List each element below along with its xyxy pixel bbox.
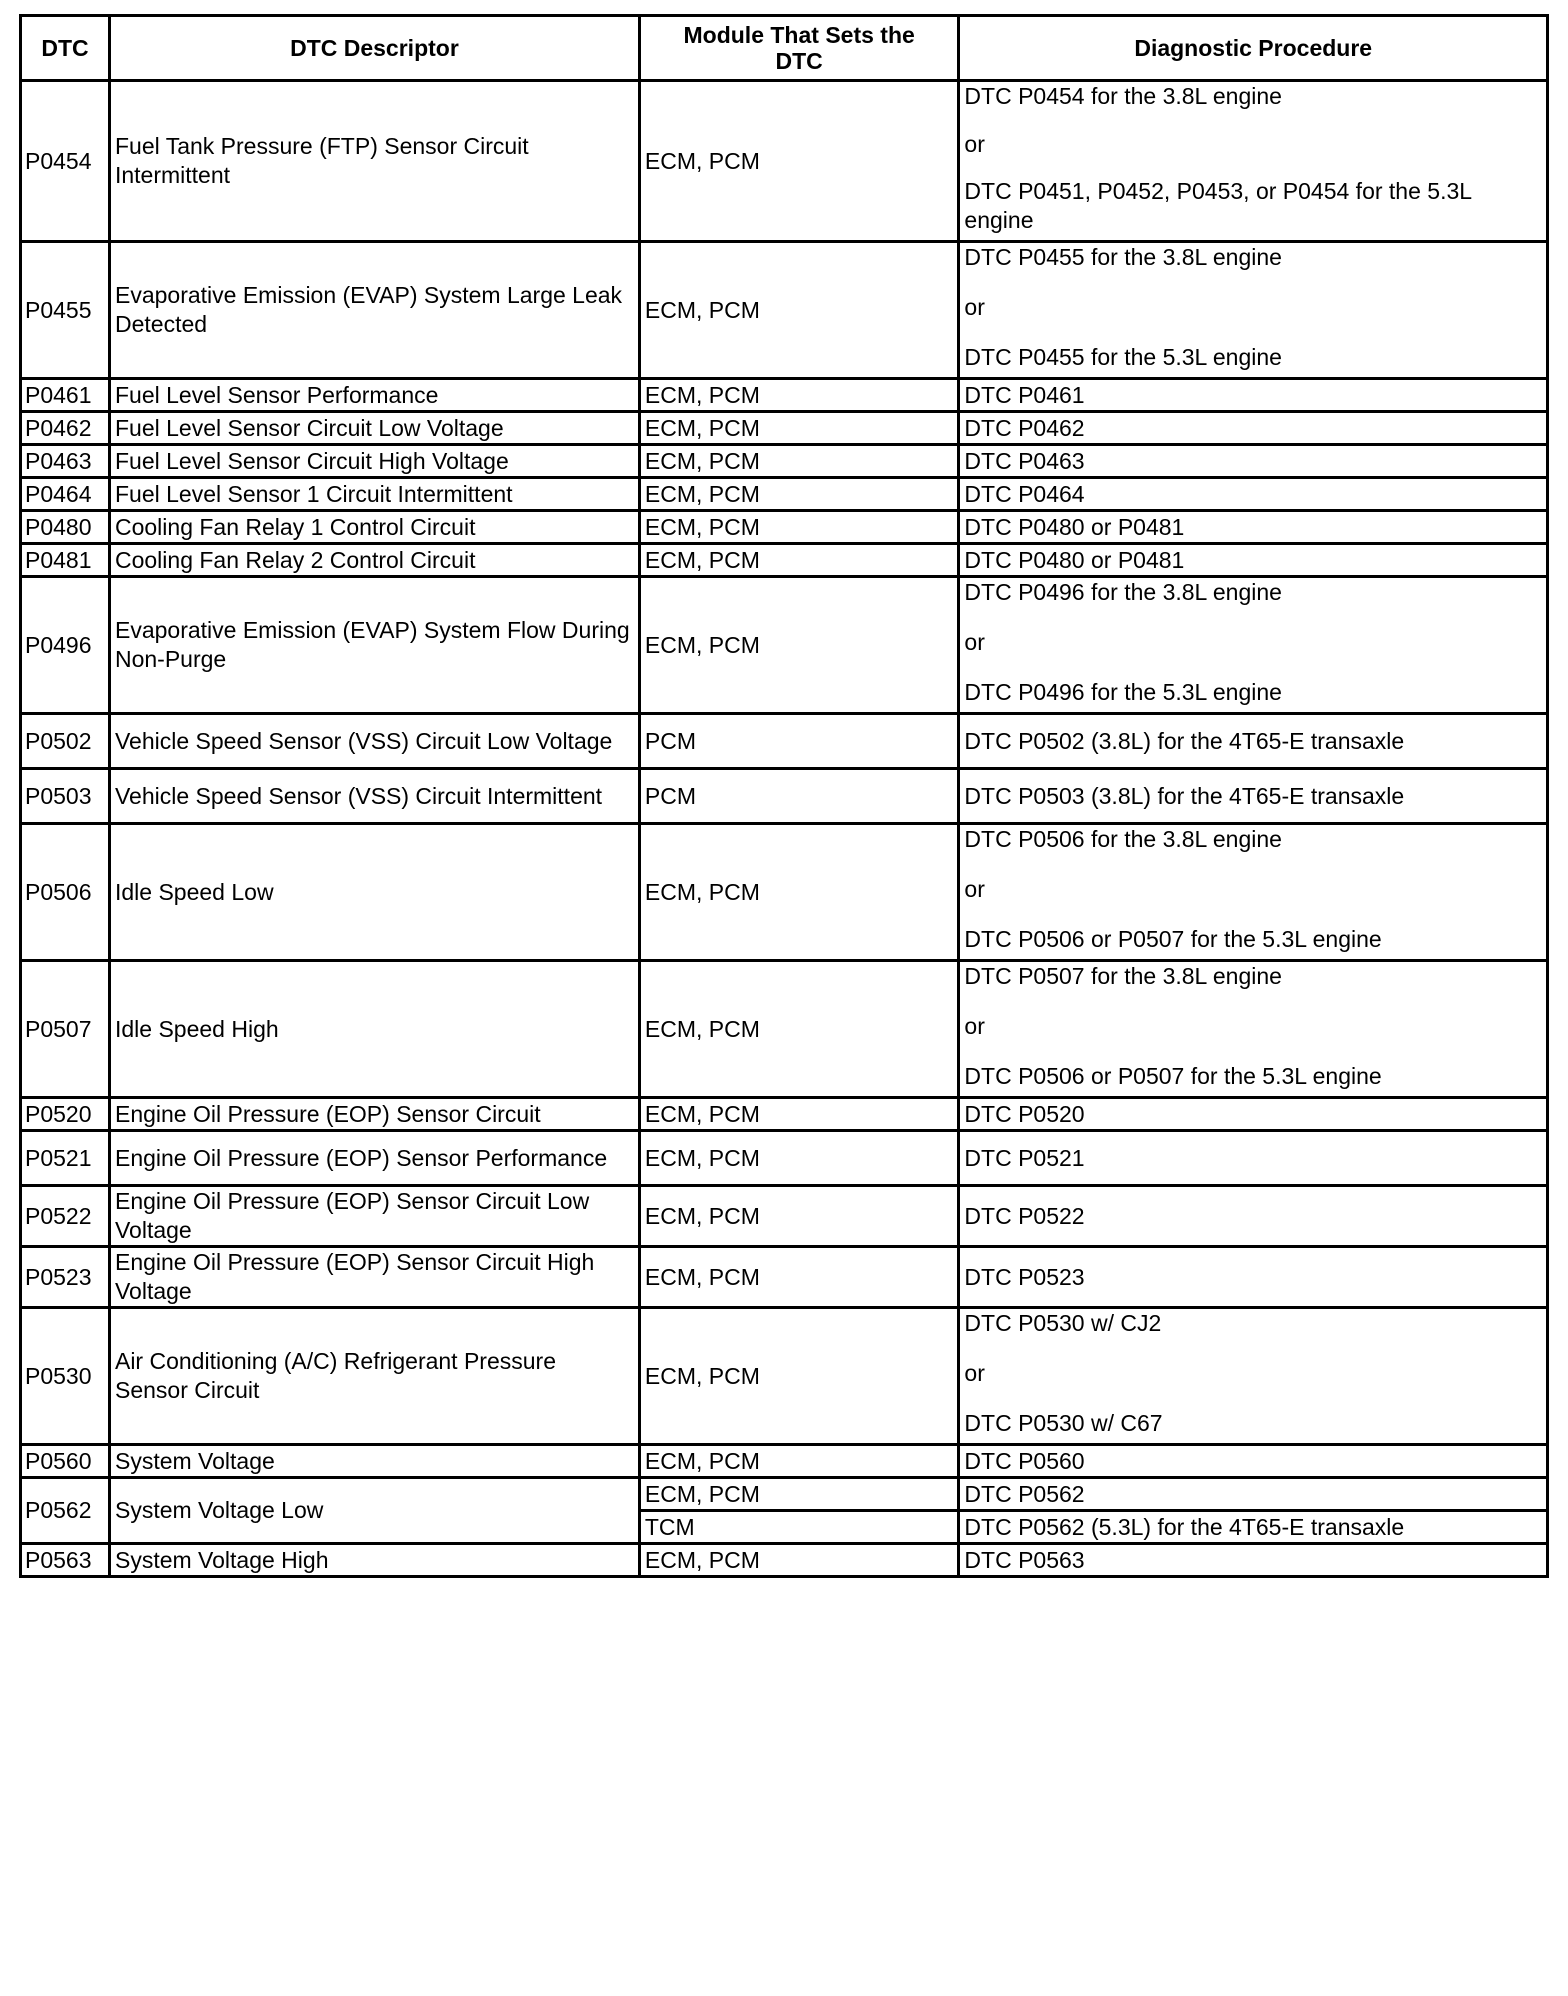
procedure-line: DTC P0507 for the 3.8L engine [964,963,1282,989]
header-dtc: DTC [21,16,110,81]
procedure-cell: DTC P0464 [959,478,1548,511]
procedure-line: DTC P0530 w/ C67 [964,1410,1163,1436]
dtc-descriptor-cell: Fuel Tank Pressure (FTP) Sensor Circuit Intermittent [109,81,639,242]
table-row [21,544,1548,577]
dtc-descriptor-cell: Engine Oil Pressure (EOP) Sensor Performance [109,1131,639,1186]
dtc-code-cell: P0455 [21,242,110,379]
module-cell: ECM, PCM [639,1544,959,1577]
procedure-cell [959,961,1548,1098]
dtc-code-cell: P0462 [21,412,110,445]
procedure-cell [959,577,1548,714]
header-row [21,16,1548,81]
procedure-line: DTC P0506 or P0507 for the 5.3L engine [964,926,1382,952]
module-cell: ECM, PCM [639,511,959,544]
dtc-code-cell: P0530 [21,1308,110,1445]
procedure-line: DTC P0506 for the 3.8L engine [964,826,1282,852]
procedure-cell: DTC P0480 or P0481 [959,544,1548,577]
dtc-descriptor-cell: Vehicle Speed Sensor (VSS) Circuit Intermittent [109,769,639,824]
procedure-cell [959,824,1548,961]
table-row [21,478,1548,511]
module-cell: PCM [639,714,959,769]
procedure-cell [959,81,1548,242]
module-cell: ECM, PCM [639,1186,959,1247]
procedure-line: DTC P0455 for the 3.8L engine [964,244,1282,270]
procedure-cell: DTC P0520 [959,1098,1548,1131]
dtc-code-cell: P0480 [21,511,110,544]
header-descriptor: DTC Descriptor [109,16,639,81]
procedure-cell: DTC P0461 [959,379,1548,412]
procedure-line: or [964,876,985,902]
procedure-cell [959,242,1548,379]
dtc-descriptor-cell: Evaporative Emission (EVAP) System Flow During Non-Purge [109,577,639,714]
dtc-descriptor-cell: Idle Speed High [109,961,639,1098]
dtc-descriptor-cell: System Voltage [109,1445,639,1478]
module-cell: ECM, PCM [639,478,959,511]
dtc-code-cell: P0506 [21,824,110,961]
dtc-code-cell: P0454 [21,81,110,242]
procedure-cell: DTC P0562 (5.3L) for the 4T65-E transaxle [959,1511,1548,1544]
table-row [21,1098,1548,1131]
table-row [21,824,1548,961]
module-cell: PCM [639,769,959,824]
dtc-code-cell: P0521 [21,1131,110,1186]
dtc-code-cell: P0496 [21,577,110,714]
table-row [21,961,1548,1098]
procedure-cell: DTC P0523 [959,1247,1548,1308]
procedure-line: DTC P0530 w/ CJ2 [964,1310,1162,1336]
module-cell: ECM, PCM [639,379,959,412]
procedure-line: or [964,130,985,157]
table-row [21,1308,1548,1445]
procedure-cell: DTC P0521 [959,1131,1548,1186]
dtc-descriptor-cell: Engine Oil Pressure (EOP) Sensor Circuit [109,1098,639,1131]
procedure-cell: DTC P0562 [959,1478,1548,1511]
module-cell: ECM, PCM [639,1131,959,1186]
dtc-code-cell: P0562 [21,1478,110,1544]
dtc-code-cell: P0560 [21,1445,110,1478]
dtc-code-cell: P0563 [21,1544,110,1577]
module-cell: ECM, PCM [639,412,959,445]
dtc-descriptor-cell: Vehicle Speed Sensor (VSS) Circuit Low Voltage [109,714,639,769]
dtc-code-cell: P0503 [21,769,110,824]
procedure-line: or [964,1013,985,1039]
dtc-descriptor-cell: Fuel Level Sensor Circuit High Voltage [109,445,639,478]
module-cell: ECM, PCM [639,445,959,478]
table-row [21,1186,1548,1247]
procedure-cell: DTC P0560 [959,1445,1548,1478]
procedure-line: DTC P0496 for the 3.8L engine [964,579,1282,605]
table-row [21,714,1548,769]
table-row [21,1247,1548,1308]
table-row [21,577,1548,714]
procedure-cell: DTC P0502 (3.8L) for the 4T65-E transaxle [959,714,1548,769]
dtc-descriptor-cell: Cooling Fan Relay 2 Control Circuit [109,544,639,577]
dtc-descriptor-cell: Cooling Fan Relay 1 Control Circuit [109,511,639,544]
module-cell: ECM, PCM [639,824,959,961]
dtc-table [19,14,1549,1578]
header-module: Module That Sets the DTC [639,16,959,81]
procedure-line: or [964,629,985,655]
module-cell: ECM, PCM [639,961,959,1098]
module-cell: ECM, PCM [639,1247,959,1308]
dtc-descriptor-cell: Evaporative Emission (EVAP) System Large Leak Detected [109,242,639,379]
table-row [21,242,1548,379]
table-row [21,511,1548,544]
table-row [21,445,1548,478]
header-procedure: Diagnostic Procedure [959,16,1548,81]
module-cell: ECM, PCM [639,1445,959,1478]
dtc-descriptor-cell: Engine Oil Pressure (EOP) Sensor Circuit Low Voltage [109,1186,639,1247]
module-cell: ECM, PCM [639,1098,959,1131]
procedure-cell: DTC P0522 [959,1186,1548,1247]
table-row [21,1544,1548,1577]
procedure-cell: DTC P0563 [959,1544,1548,1577]
dtc-descriptor-cell: Air Conditioning (A/C) Refrigerant Pressure Sensor Circuit [109,1308,639,1445]
table-row [21,1478,1548,1511]
procedure-cell: DTC P0503 (3.8L) for the 4T65-E transaxle [959,769,1548,824]
dtc-descriptor-cell: Fuel Level Sensor Performance [109,379,639,412]
procedure-line: DTC P0506 or P0507 for the 5.3L engine [964,1063,1382,1089]
dtc-code-cell: P0464 [21,478,110,511]
module-cell: ECM, PCM [639,544,959,577]
dtc-code-cell: P0502 [21,714,110,769]
procedure-line: or [964,294,985,320]
dtc-descriptor-cell: Fuel Level Sensor 1 Circuit Intermittent [109,478,639,511]
module-cell: ECM, PCM [639,577,959,714]
dtc-descriptor-cell: System Voltage Low [109,1478,639,1544]
table-row [21,769,1548,824]
table-row [21,412,1548,445]
table-row [21,379,1548,412]
module-cell: ECM, PCM [639,1308,959,1445]
dtc-code-cell: P0463 [21,445,110,478]
dtc-code-cell: P0461 [21,379,110,412]
module-cell: ECM, PCM [639,1478,959,1511]
module-cell: TCM [639,1511,959,1544]
dtc-descriptor-cell: System Voltage High [109,1544,639,1577]
dtc-code-cell: P0522 [21,1186,110,1247]
dtc-code-cell: P0523 [21,1247,110,1308]
dtc-code-cell: P0520 [21,1098,110,1131]
dtc-descriptor-cell: Fuel Level Sensor Circuit Low Voltage [109,412,639,445]
table-row [21,81,1548,242]
table-row [21,1131,1548,1186]
procedure-line: DTC P0454 for the 3.8L engine [964,83,1282,109]
dtc-code-cell: P0481 [21,544,110,577]
procedure-line: DTC P0455 for the 5.3L engine [964,344,1282,370]
dtc-descriptor-cell: Idle Speed Low [109,824,639,961]
procedure-line: or [964,1360,985,1386]
procedure-cell: DTC P0480 or P0481 [959,511,1548,544]
table-body [21,81,1548,1577]
dtc-code-cell: P0507 [21,961,110,1098]
procedure-line: DTC P0451, P0452, P0453, or P0454 for the 5.3L engine [964,178,1472,233]
procedure-cell: DTC P0462 [959,412,1548,445]
procedure-line: DTC P0496 for the 5.3L engine [964,679,1282,705]
procedure-cell [959,1308,1548,1445]
dtc-descriptor-cell: Engine Oil Pressure (EOP) Sensor Circuit High Voltage [109,1247,639,1308]
module-cell: ECM, PCM [639,81,959,242]
module-cell: ECM, PCM [639,242,959,379]
table-row [21,1445,1548,1478]
procedure-cell: DTC P0463 [959,445,1548,478]
